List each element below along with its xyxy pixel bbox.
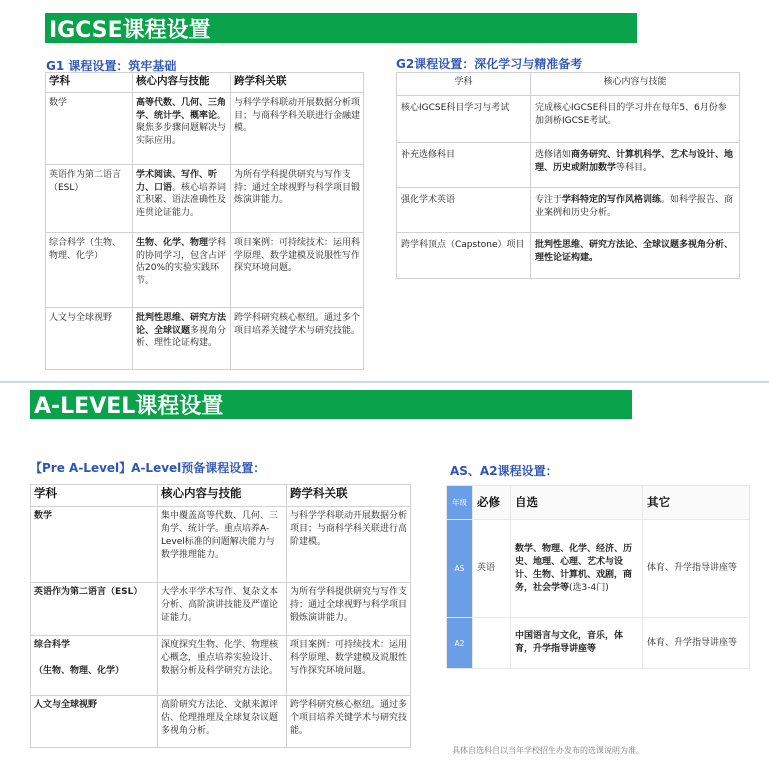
as-a2-title: AS、A2课程设置： (450, 464, 558, 478)
core-cell: 集中覆盖高等代数、几何、三角学、统计学。重点培养A-Level标准的问题解决能力与数学推理能力。 (158, 507, 287, 583)
core-cell: 学术阅读、写作、听力、口语。核心培养词汇积累、语法准确性及连贯论证能力。 (133, 165, 231, 233)
subject-cell: 英语作为第二语言（ESL） (46, 165, 133, 233)
elective-cell: 中国语言与文化，音乐，体育，升学指导讲座等 (511, 618, 643, 669)
col-header-grade: 年级 (447, 486, 473, 520)
core-cell: 选修诸如商务研究、计算机科学、艺术与设计、地理、历史或附加数学等科目。 (531, 143, 740, 188)
subject-cell: 跨学科顶点（Capstone）项目 (397, 233, 531, 279)
other-cell: 体育、升学指导讲座等 (643, 618, 750, 669)
required-cell: 英语 (473, 520, 511, 618)
g2-subtitle: 深化学习与精准备考 (474, 57, 583, 71)
link-cell: 项目案例：可持续技术：运用科学原理、数学建模及说服性写作探究环境问题。 (231, 233, 364, 308)
grade-cell: AS (447, 520, 473, 618)
alevel-banner (30, 390, 632, 419)
g2-title-label: G2课程设置： (396, 57, 475, 71)
core-cell: 完成核心IGCSE科目的学习并在每年5、6月份参加剑桥IGCSE考试。 (531, 96, 740, 143)
table-row (447, 618, 750, 669)
subject-cell: 补充选修科目 (397, 143, 531, 188)
table-row (397, 143, 740, 188)
link-cell: 跨学科研究核心枢纽。通过多个项目培养关键学术与研究技能。 (287, 696, 411, 748)
table-row (397, 233, 740, 279)
core-cell: 高阶研究方法论、文献来源评估、伦理推理及全球复杂议题多视角分析。 (158, 696, 287, 748)
other-cell: 体育、升学指导讲座等 (643, 520, 750, 618)
table-row (31, 583, 411, 636)
table-header-row (46, 73, 364, 93)
subject-cell: 数学 (31, 507, 158, 583)
table-row (31, 636, 411, 696)
col-header-subject: 学科 (397, 73, 531, 96)
section-divider (0, 381, 769, 383)
link-cell: 与科学学科联动开展数据分析项目；与商科学科关联进行金融建模。 (231, 93, 364, 165)
table-row (46, 165, 364, 233)
link-cell: 跨学科研究核心枢纽。通过多个项目培养关键学术与研究技能。 (231, 308, 364, 370)
footnote: 具体自选科目以当年学校招生办发布的选课说明为准。 (452, 746, 644, 755)
table-row (46, 233, 364, 308)
core-cell: 批判性思维、研究方法论、全球议题多视角分析、理性论证构建。 (531, 233, 740, 279)
alevel-banner-text: A-LEVEL课程设置 (34, 394, 224, 419)
table-row (46, 308, 364, 370)
subject-cell: 人文与全球视野 (31, 696, 158, 748)
igcse-banner-text: IGCSE课程设置 (49, 17, 211, 43)
col-header-elective: 自选 (511, 486, 643, 520)
table-row (447, 520, 750, 618)
core-cell: 专注于学科特定的写作风格训练。如科学报告、商业案例和历史分析。 (531, 188, 740, 233)
table-row (397, 96, 740, 143)
subject-cell: 英语作为第二语言（ESL） (31, 583, 158, 636)
table-header-row (397, 73, 740, 96)
col-header-required: 必修 (473, 486, 511, 520)
core-cell: 深度探究生物、化学、物理核心概念，重点培养实验设计、数据分析及科学研究方法论。 (158, 636, 287, 696)
subject-cell: 综合科学 （生物、物理、化学） (31, 636, 158, 696)
core-cell: 高等代数、几何、三角学、统计学、概率论。聚焦多步骤问题解决与实际应用。 (133, 93, 231, 165)
core-cell: 生物、化学、物理学科的协同学习，包含占评估20%的实验实践环节。 (133, 233, 231, 308)
g1-table (45, 72, 364, 370)
subject-cell: 核心IGCSE科目学习与考试 (397, 96, 531, 143)
col-header-subject: 学科 (46, 73, 133, 93)
table-row (31, 696, 411, 748)
col-header-core: 核心内容与技能 (531, 73, 740, 96)
col-header-core: 核心内容与技能 (158, 485, 287, 507)
grade-cell: A2 (447, 618, 473, 669)
col-header-core: 核心内容与技能 (133, 73, 231, 93)
link-cell: 项目案例：可持续技术：运用科学原理、数学建模及说服性写作探究环境问题。 (287, 636, 411, 696)
as-a2-table (446, 485, 750, 669)
subject-cell: 人文与全球视野 (46, 308, 133, 370)
col-header-link: 跨学科关联 (231, 73, 364, 93)
g1-subtitle: 筑牢基础 (128, 59, 177, 73)
elective-cell: 数学、物理、化学、经济、历史、地理、心理、艺术与设计、生物、计算机、戏剧，商务，社会学等(选3-4门) (511, 520, 643, 618)
subject-cell: 综合科学（生物、物理、化学） (46, 233, 133, 308)
link-cell: 为所有学科提供研究与写作支持；通过全球视野与科学项目锻炼演讲能力。 (231, 165, 364, 233)
subject-cell: 强化学术英语 (397, 188, 531, 233)
link-cell: 与科学学科联动开展数据分析项目；与商科学科关联进行高阶建模。 (287, 507, 411, 583)
required-cell (473, 618, 511, 669)
table-header-row (31, 485, 411, 507)
table-row (397, 188, 740, 233)
table-header-row (447, 486, 750, 520)
col-header-subject: 学科 (31, 485, 158, 507)
col-header-link: 跨学科关联 (287, 485, 411, 507)
link-cell: 为所有学科提供研究与写作支持；通过全球视野与科学项目锻炼演讲能力。 (287, 583, 411, 636)
pre-alevel-title: 【Pre A-Level】A-Level预备课程设置： (30, 461, 266, 475)
g1-title-label: G1 课程设置： (46, 59, 129, 73)
pre-alevel-table (30, 484, 411, 748)
subject-cell: 数学 (46, 93, 133, 165)
core-cell: 大学水平学术写作、复杂文本分析、高阶演讲技能及严谨论证能力。 (158, 583, 287, 636)
table-row (46, 93, 364, 165)
igcse-banner (45, 13, 637, 43)
core-cell: 批判性思维、研究方法论、全球议题多视角分析、理性论证构建。 (133, 308, 231, 370)
g2-table (396, 72, 740, 279)
g2-title (396, 55, 582, 72)
table-row (31, 507, 411, 583)
col-header-other: 其它 (643, 486, 750, 520)
